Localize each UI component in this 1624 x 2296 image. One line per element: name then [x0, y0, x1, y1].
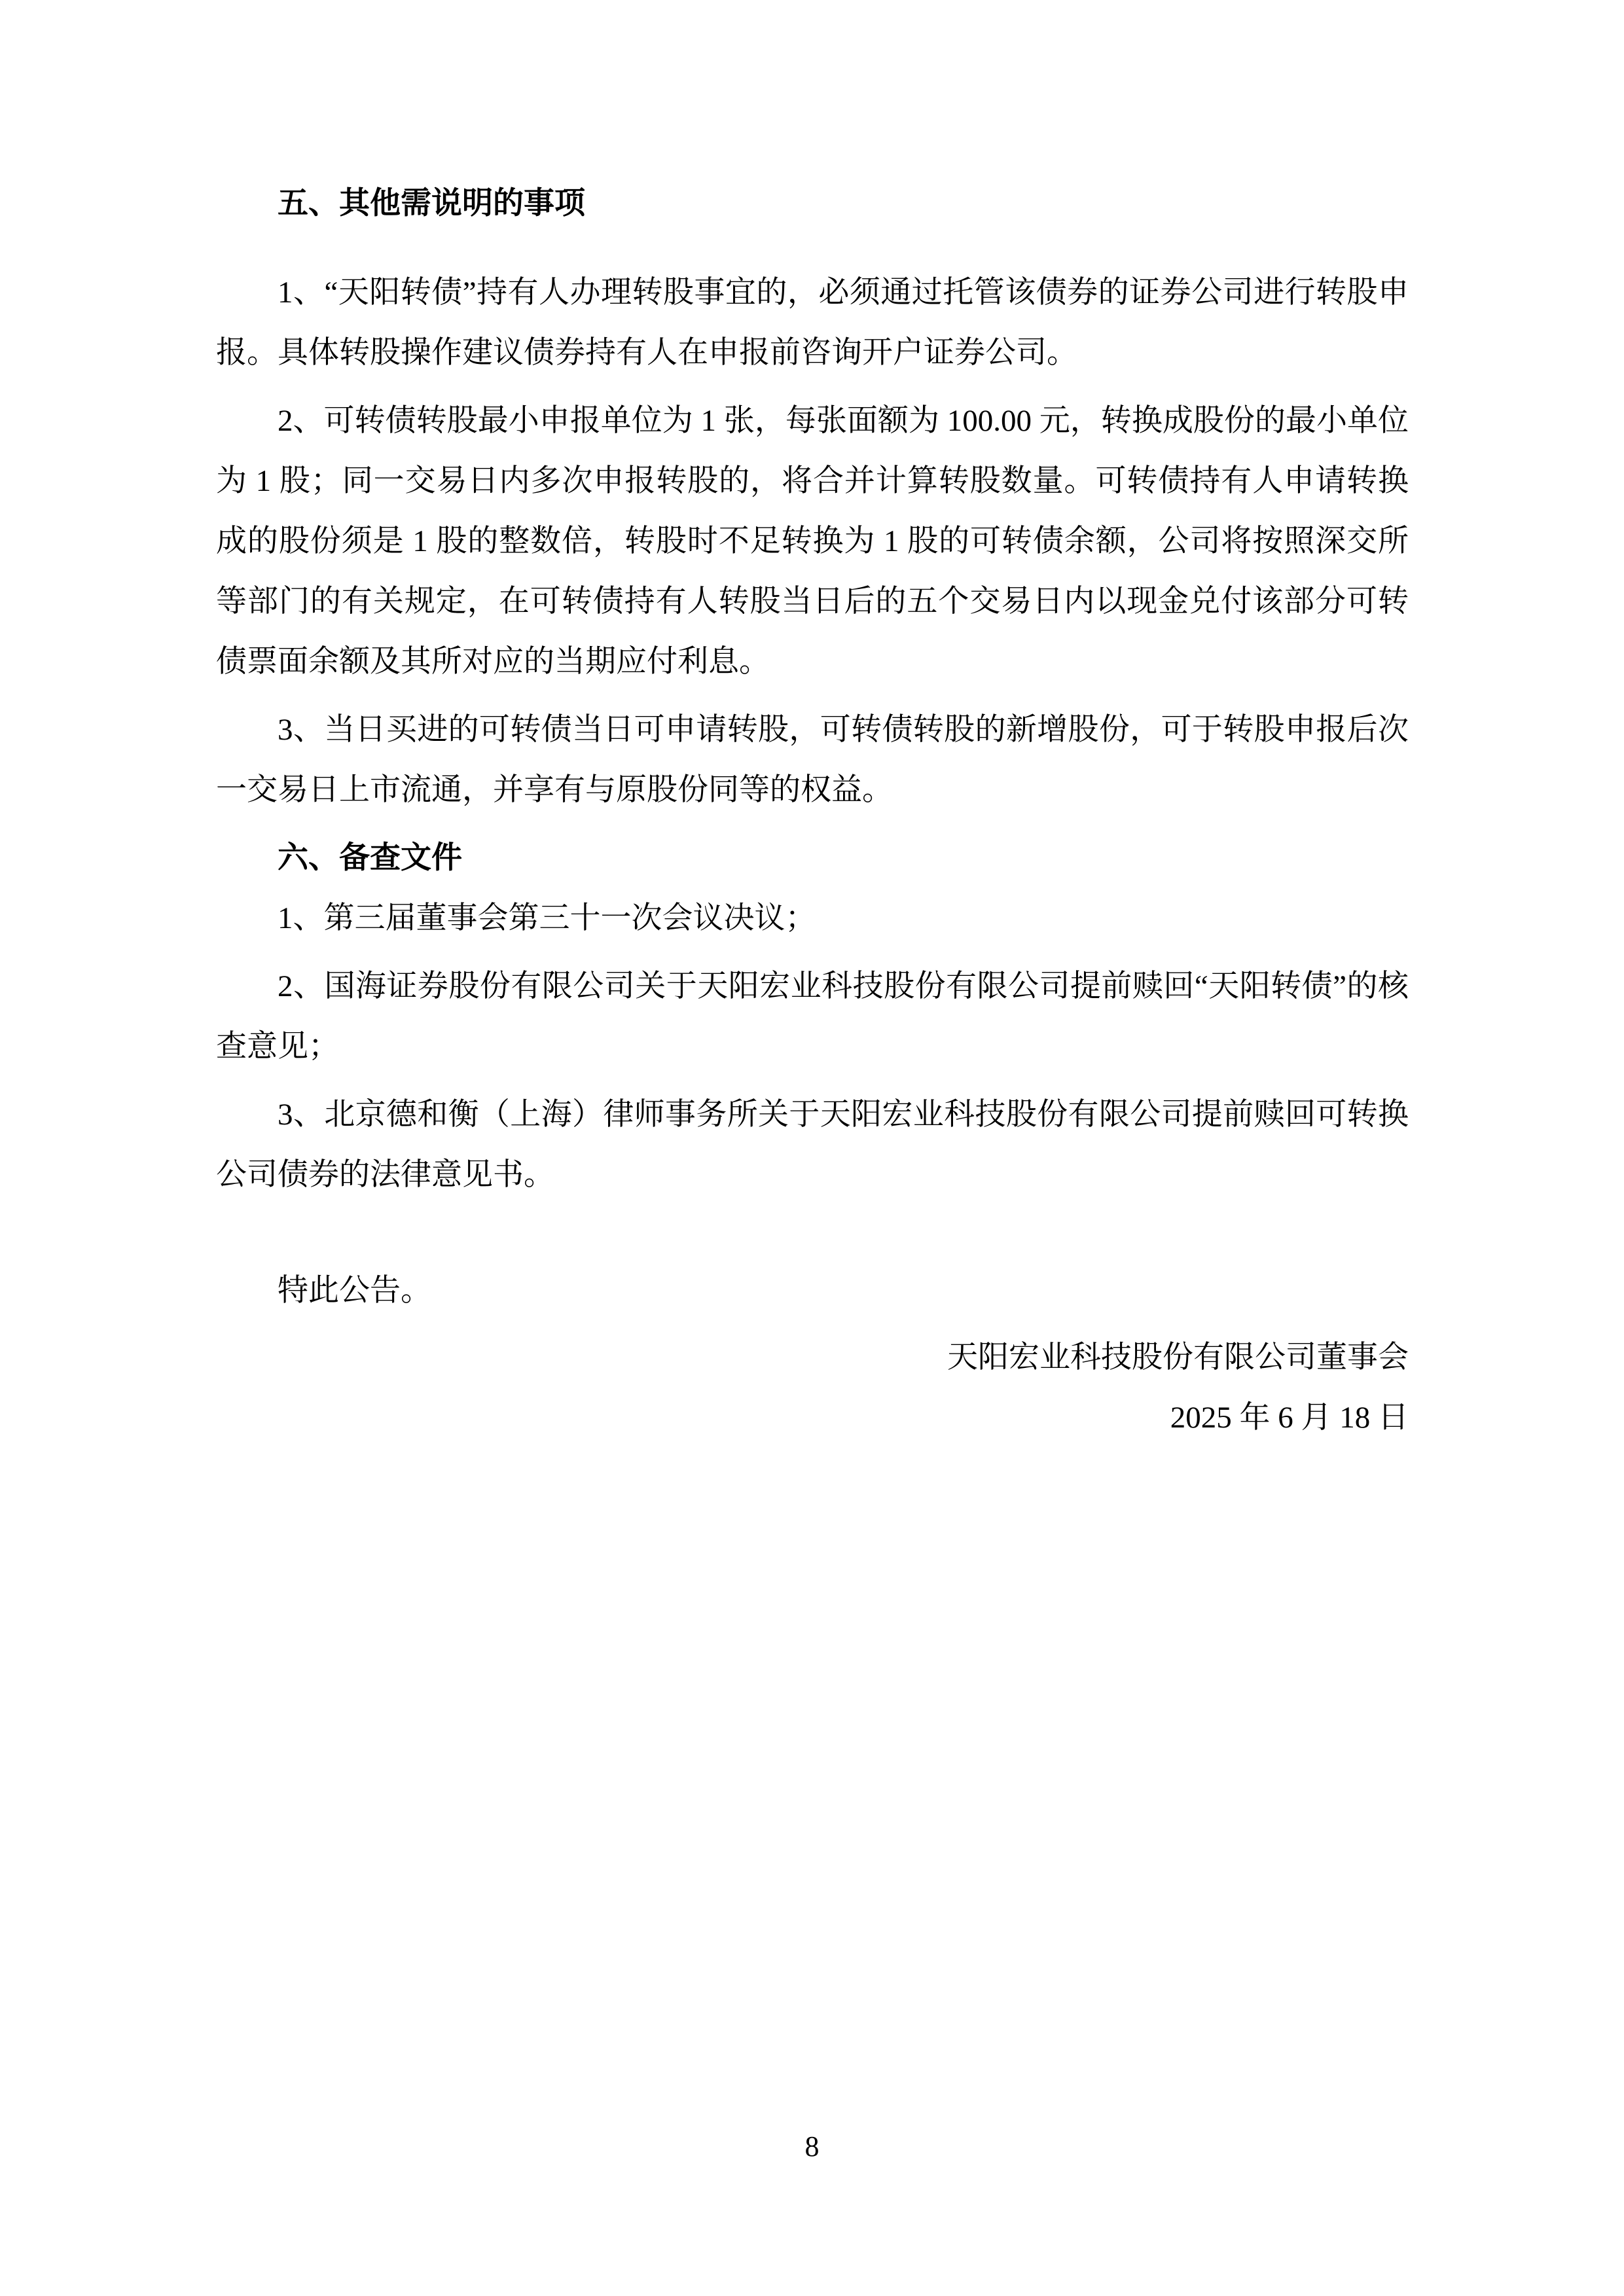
- section-six-item-3: 3、北京德和衡（上海）律师事务所关于天阳宏业科技股份有限公司提前赎回可转换公司债券的法律意见书。: [216, 1098, 1409, 1192]
- section-five-paragraph-1: 1、“天阳转债”持有人办理转股事宜的，必须通过托管该债券的证券公司进行转股申报。具体转股操作建议债券持有人在申报前咨询开户证券公司。: [216, 276, 1409, 370]
- section-five-paragraph-3: 3、当日买进的可转债当日可申请转股，可转债转股的新增股份，可于转股申报后次一交易日上市流通，并享有与原股份同等的权益。: [216, 713, 1409, 807]
- section-six-item-2: 2、国海证券股份有限公司关于天阳宏业科技股份有限公司提前赎回“天阳转债”的核查意见；: [216, 969, 1409, 1064]
- date-line: 2025 年 6 月 18 日: [1170, 1401, 1409, 1435]
- signature-line: 天阳宏业科技股份有限公司董事会: [947, 1340, 1409, 1374]
- document-body: [216, 173, 1409, 1448]
- section-five-heading: 五、其他需说明的事项: [278, 187, 585, 221]
- closing-statement: 特此公告。: [278, 1274, 431, 1308]
- section-six-heading: 六、备查文件: [278, 841, 462, 875]
- section-six-item-1: 1、第三届董事会第三十一次会议决议；: [278, 901, 816, 935]
- page-number: 8: [804, 2130, 820, 2162]
- section-five-paragraph-2: 2、可转债转股最小申报单位为 1 张，每张面额为 100.00 元，转换成股份的最小单位为 1 股；同一交易日内多次申报转股的，将合并计算转股数量。可转债持有人申请转换成的股份须是 1 股的整数倍，转股时不足转换为 1 股的可转债余额，公司将按照深交所等部门的有关规定，在可转债持有人转股当日后的五个交易日内以现金兑付该部分可转债票面余额及其所对应的当期应付利息。: [216, 404, 1409, 679]
